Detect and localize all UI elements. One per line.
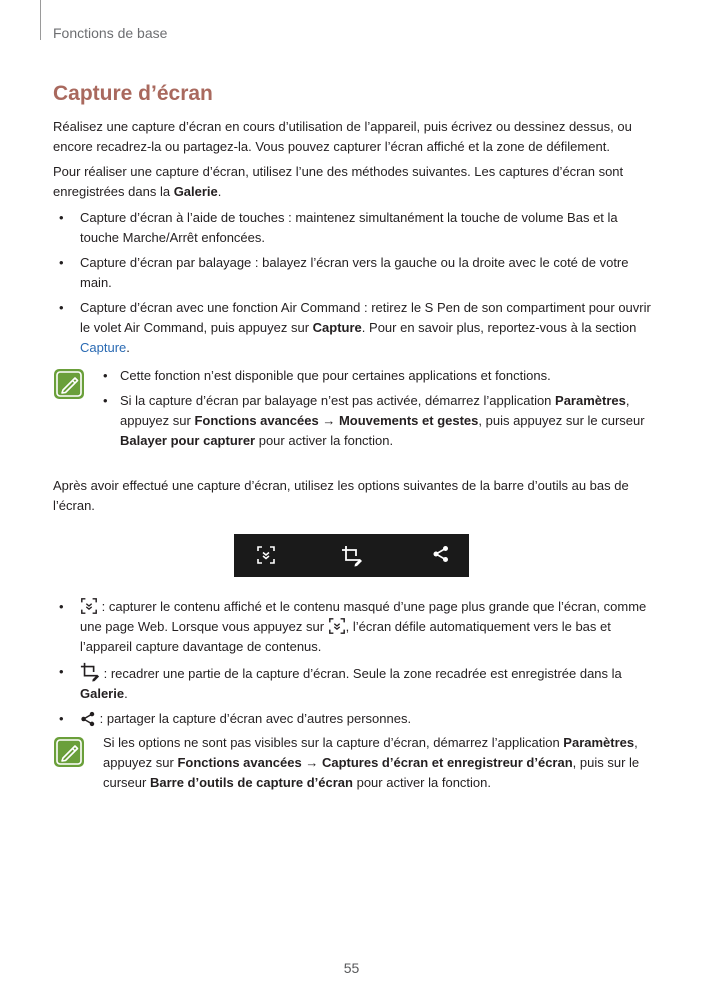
share-icon bbox=[80, 711, 96, 727]
list-item: • Capture d’écran par balayage : balayez l’écran vers la gauche ou la droite avec le coté de votre main. bbox=[59, 255, 629, 290]
list-item: • Capture d’écran avec une fonction Air Command : retirez le S Pen de son compartiment pour ouvrir le volet Air Command, puis appuyez sur Capture. Pour en savoir plus, reportez-vous à la section Capture. bbox=[59, 300, 651, 355]
note-icon bbox=[53, 736, 85, 768]
list-item: • : capturer le contenu affiché et le contenu masqué d’une page plus grande que l’écran, comme une page Web. Lorsque vous appuyez sur , l’écran défile automatiquement vers le bas et l’appareil capture davantage de contenus. bbox=[59, 599, 647, 654]
page-title: Capture d’écran bbox=[53, 82, 213, 105]
scroll-capture-icon bbox=[80, 597, 98, 615]
list-item: • : recadrer une partie de la capture d’écran. Seule la zone recadrée est enregistrée dans la Galerie. bbox=[59, 664, 622, 701]
intro-paragraph: Réalisez une capture d’écran en cours d’utilisation de l’appareil, puis écrivez ou dessinez dessus, ou encore recadrez-la ou partagez-la. Vous pouvez capturer l’écran affiché et la zone de défilement. bbox=[53, 119, 632, 154]
page-number: 55 bbox=[343, 960, 360, 976]
note-list bbox=[103, 366, 655, 456]
capture-toolbar-image bbox=[234, 534, 469, 577]
note2-paragraph: Si les options ne sont pas visibles sur la capture d’écran, démarrez l’application Paramètres, appuyez sur Fonctions avancées → Captures d’écran et enregistreur d’écran, puis sur le curseur Barre d’outils de capture d’écran pour activer la fonction. bbox=[103, 735, 640, 790]
list-item: • Cette fonction n’est disponible que pour certaines applications et fonctions. bbox=[103, 368, 551, 383]
capture-section-link[interactable]: Capture bbox=[80, 340, 127, 355]
methods-intro-paragraph: Pour réaliser une capture d’écran, utilisez l’une des méthodes suivantes. Les captures d’écran sont enregistrées dans la Galerie. bbox=[53, 164, 624, 199]
header-rule bbox=[40, 0, 41, 40]
options-list bbox=[53, 597, 653, 734]
section-header: Fonctions de base bbox=[53, 25, 168, 41]
scroll-capture-icon bbox=[328, 617, 346, 635]
share-icon bbox=[432, 545, 450, 563]
crop-edit-icon bbox=[80, 662, 100, 682]
list-item: • : partager la capture d’écran avec d’autres personnes. bbox=[59, 711, 412, 726]
crop-edit-icon bbox=[341, 545, 363, 567]
scroll-capture-icon bbox=[256, 545, 276, 565]
after-paragraph: Après avoir effectué une capture d’écran, utilisez les options suivantes de la barre d’outils au bas de l’écran. bbox=[53, 478, 629, 513]
note-icon bbox=[53, 368, 85, 400]
list-item: • Capture d’écran à l’aide de touches : maintenez simultanément la touche de volume Bas et la touche Marche/Arrêt enfoncées. bbox=[59, 210, 618, 245]
list-item: • Si la capture d’écran par balayage n’est pas activée, démarrez l’application Paramètres, appuyez sur Fonctions avancées → Mouvements et gestes, puis appuyez sur le curseur Balayer pour capturer pour activer la fonction. bbox=[103, 393, 645, 448]
methods-list bbox=[53, 208, 653, 363]
